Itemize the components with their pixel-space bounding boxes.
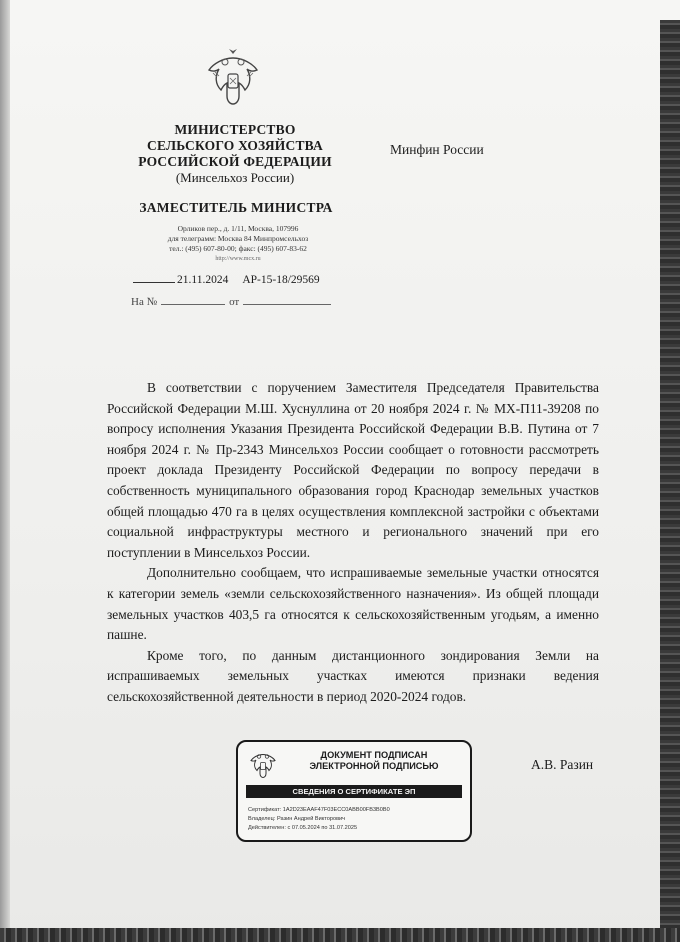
on-no-blank bbox=[161, 304, 225, 305]
address-line-1: Орликов пер., д. 1/11, Москва, 107996 bbox=[177, 224, 299, 233]
ministry-name bbox=[130, 122, 340, 186]
body-paragraph: Кроме того, по данным дистанционного зондирования Земли на испрашиваемых земельных участках имеются признаки ведения сельскохозяйственной деятельности в период 2020-2024 годов. bbox=[107, 647, 599, 704]
registration-line bbox=[133, 274, 320, 286]
letter-date: 21.11.2024 bbox=[177, 274, 229, 286]
scan-edge-bottom bbox=[0, 928, 680, 942]
coat-of-arms-icon bbox=[248, 748, 278, 780]
signer-name: А.В. Разин bbox=[531, 757, 594, 772]
electronic-signature-stamp bbox=[236, 740, 472, 842]
body-paragraph: В соответствии с поручением Заместителя Председателя Правительства Российской Федерации М.Ш. Хуснуллина от 20 ноября 2024 г. № МХ-П11-39208 по вопросу исполнения Указания Президента Российской Федерации В.В. Путина от 7 ноября 2024 г. № Пр-2343 Минсельхоз России сообщает о готовности рассмотреть проект доклада Президенту Российской Федерации по вопросу передачи в собственность муниципального образования город Краснодар земельных участков общей площадью 470 га в целях осуществления комплексной застройки с объектами социальной инфраструктуры местного и регионального значений при его поступлении в Минсельхоз России. bbox=[107, 380, 599, 560]
scan-edge-left bbox=[0, 0, 10, 942]
reference-line bbox=[131, 296, 331, 308]
ministry-short-name: (Минсельхоз России) bbox=[175, 170, 295, 185]
ministry-line-1: МИНИСТЕРСТВО bbox=[174, 122, 296, 137]
body-paragraph: Дополнительно сообщаем, что испрашиваемые земельные участки относятся к категории земель «земли сельскохозяйственного назначения». Из общей площади земельных участков 403,5 га относятся к сельскохозяйственным угодьям, а именно пашне. bbox=[107, 565, 599, 643]
ministry-line-3: РОССИЙСКОЙ ФЕДЕРАЦИИ bbox=[138, 154, 332, 169]
certificate-owner: Владелец: Разин Андрей Викторович bbox=[248, 815, 346, 822]
certificate-info-bar: СВЕДЕНИЯ О СЕРТИФИКАТЕ ЭП bbox=[246, 785, 462, 798]
stamp-title-line-1: ДОКУМЕНТ ПОДПИСАН bbox=[320, 750, 428, 760]
recipient: Минфин России bbox=[390, 142, 484, 157]
certificate-details bbox=[248, 806, 390, 832]
deputy-minister-title: ЗАМЕСТИТЕЛЬ МИНИСТРА bbox=[139, 200, 333, 215]
address-line-2: для телеграмм: Москва 84 Минпромсельхоз bbox=[167, 234, 309, 243]
date-underline bbox=[133, 282, 175, 283]
on-no-label: На № bbox=[131, 296, 158, 308]
stamp-title bbox=[284, 750, 464, 772]
letter-reg-number: АР-15-18/29569 bbox=[242, 274, 320, 286]
certificate-number: Сертификат: 1A2D23EAAF47F03ECC0ABB00FB3B0B0 bbox=[248, 807, 390, 813]
letter-body bbox=[107, 378, 599, 708]
certificate-validity: Действителен: с 07.05.2024 по 31.07.2025 bbox=[248, 824, 358, 831]
address-line-3: тел.: (495) 607-80-00; факс: (495) 607-83-62 bbox=[169, 244, 307, 253]
ministry-line-2: СЕЛЬСКОГО ХОЗЯЙСТВА bbox=[147, 138, 323, 153]
from-label: от bbox=[229, 296, 240, 308]
coat-of-arms-icon bbox=[203, 46, 263, 108]
address-url: http://www.mcx.ru bbox=[215, 256, 261, 262]
ministry-address bbox=[150, 224, 326, 264]
from-blank bbox=[243, 304, 331, 305]
stamp-title-line-2: ЭЛЕКТРОННОЙ ПОДПИСЬЮ bbox=[309, 761, 439, 771]
scan-edge-right bbox=[660, 20, 680, 942]
